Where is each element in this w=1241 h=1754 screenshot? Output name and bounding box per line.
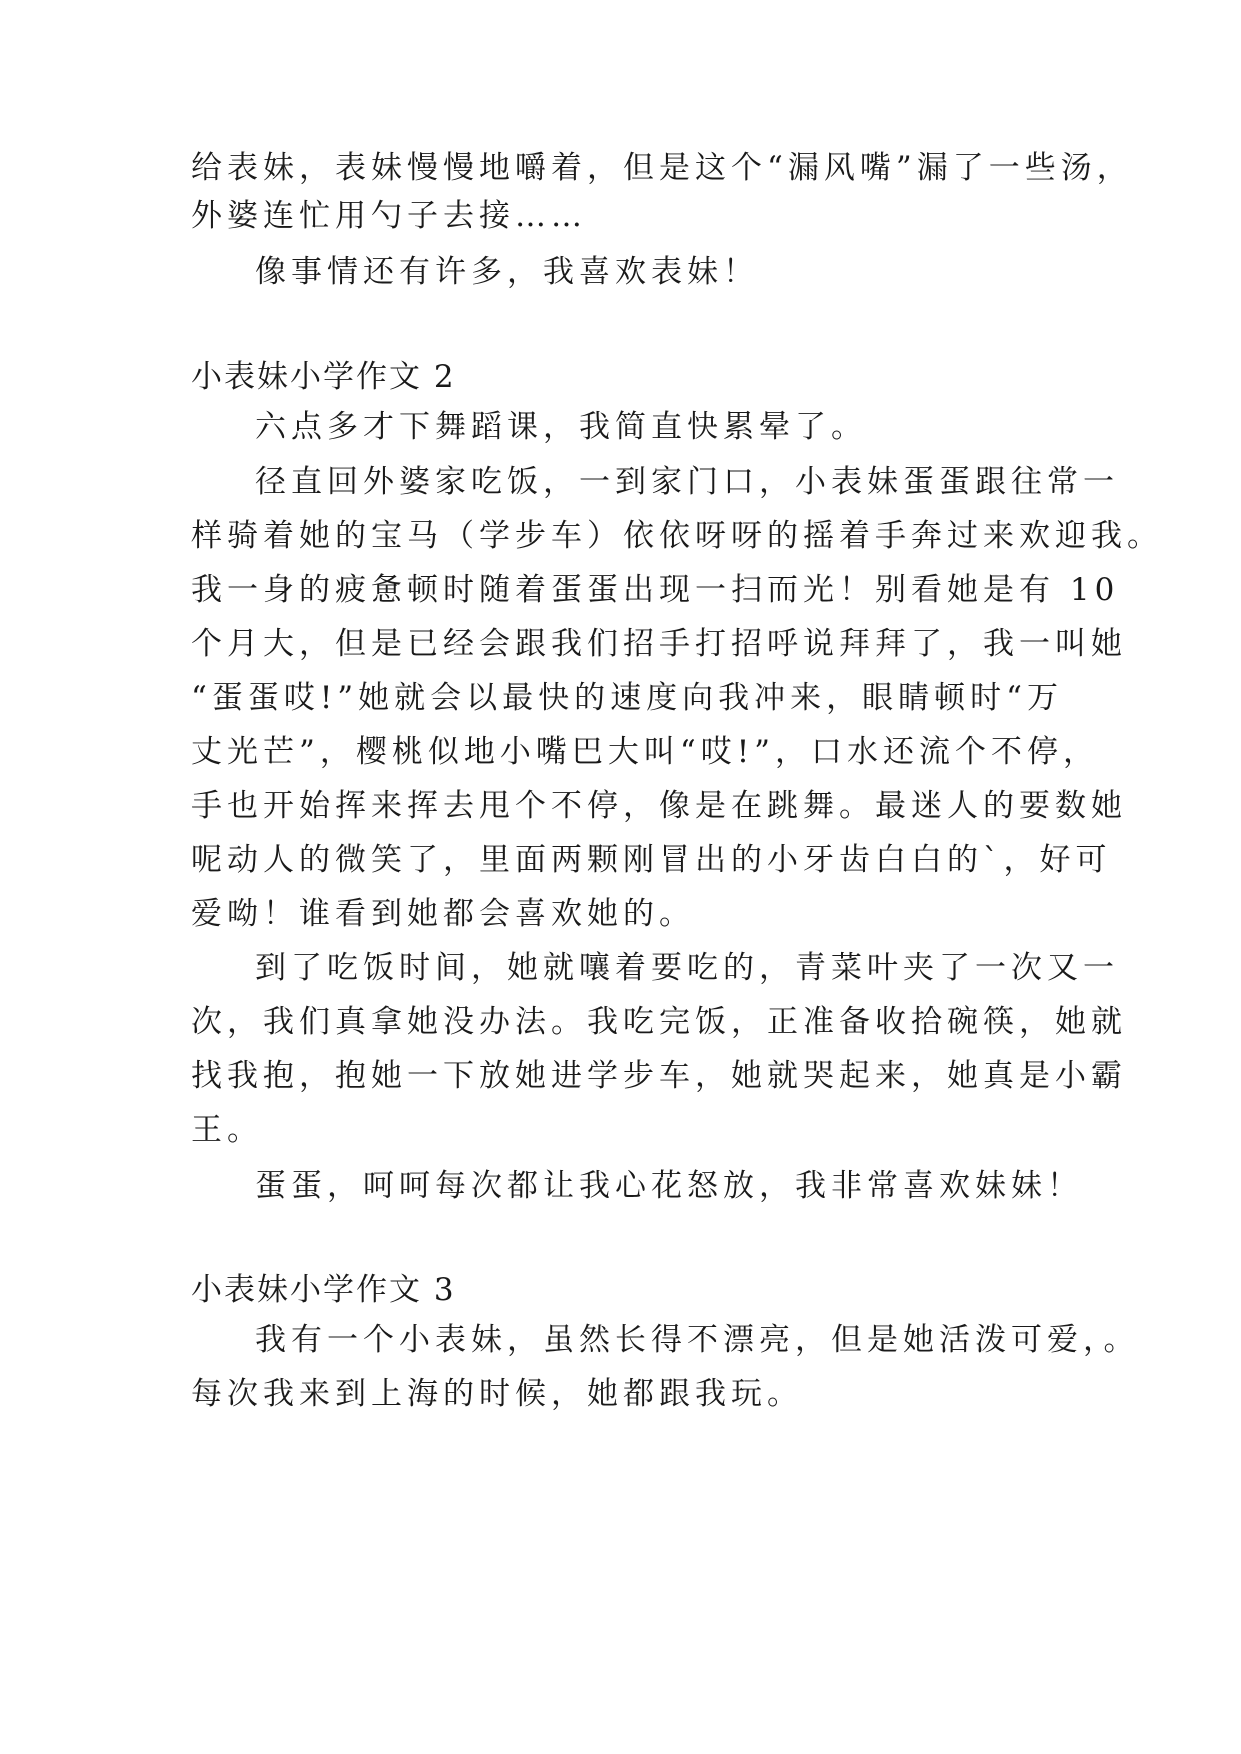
paragraph-line: 丈光芒”，樱桃似地小嘴巴大叫“哎!”，口水还流个不停，: [191, 734, 1099, 770]
paragraph-line: 找我抱，抱她一下放她进学步车，她就哭起来，她真是小霸: [191, 1058, 1127, 1094]
paragraph-line: 像事情还有许多，我喜欢表妹！: [255, 254, 759, 290]
paragraph-line: 我有一个小表妹，虽然长得不漂亮，但是她活泼可爱，。: [255, 1322, 1140, 1358]
paragraph-line: 手也开始挥来挥去甩个不停，像是在跳舞。最迷人的要数她: [191, 788, 1127, 824]
paragraph-line: 个月大，但是已经会跟我们招手打招呼说拜拜了，我一叫她: [191, 626, 1127, 662]
section-heading: 小表妹小学作文 2: [191, 359, 456, 395]
paragraph-line: 样骑着她的宝马（学步车）依依呀呀的摇着手奔过来欢迎我。: [191, 518, 1163, 554]
paragraph-line: 到了吃饭时间，她就嚷着要吃的，青菜叶夹了一次又一: [255, 950, 1119, 986]
paragraph-line: 爱呦！谁看到她都会喜欢她的。: [191, 896, 695, 932]
paragraph-line: 次，我们真拿她没办法。我吃完饭，正准备收拾碗筷，她就: [191, 1004, 1127, 1040]
paragraph-line: “蛋蛋哎!”她就会以最快的速度向我冲来，眼睛顿时“万: [191, 680, 1063, 716]
paragraph-line: 径直回外婆家吃饭，一到家门口，小表妹蛋蛋跟往常一: [255, 464, 1119, 500]
section-heading: 小表妹小学作文 3: [191, 1272, 456, 1308]
paragraph-line: 每次我来到上海的时候，她都跟我玩。: [191, 1376, 803, 1412]
paragraph-line: 我一身的疲惫顿时随着蛋蛋出现一扫而光！别看她是有 10: [191, 572, 1120, 608]
paragraph-line: 外婆连忙用勺子去接……: [191, 198, 587, 234]
paragraph-line: 给表妹，表妹慢慢地嚼着，但是这个“漏风嘴”漏了一些汤，: [191, 150, 1133, 186]
paragraph-line: 六点多才下舞蹈课，我简直快累晕了。: [255, 409, 867, 445]
paragraph-line: 王。: [191, 1112, 263, 1148]
paragraph-line: 蛋蛋，呵呵每次都让我心花怒放，我非常喜欢妹妹！: [255, 1168, 1083, 1204]
paragraph-line: 呢动人的微笑了，里面两颗刚冒出的小牙齿白白的`，好可: [191, 842, 1112, 878]
